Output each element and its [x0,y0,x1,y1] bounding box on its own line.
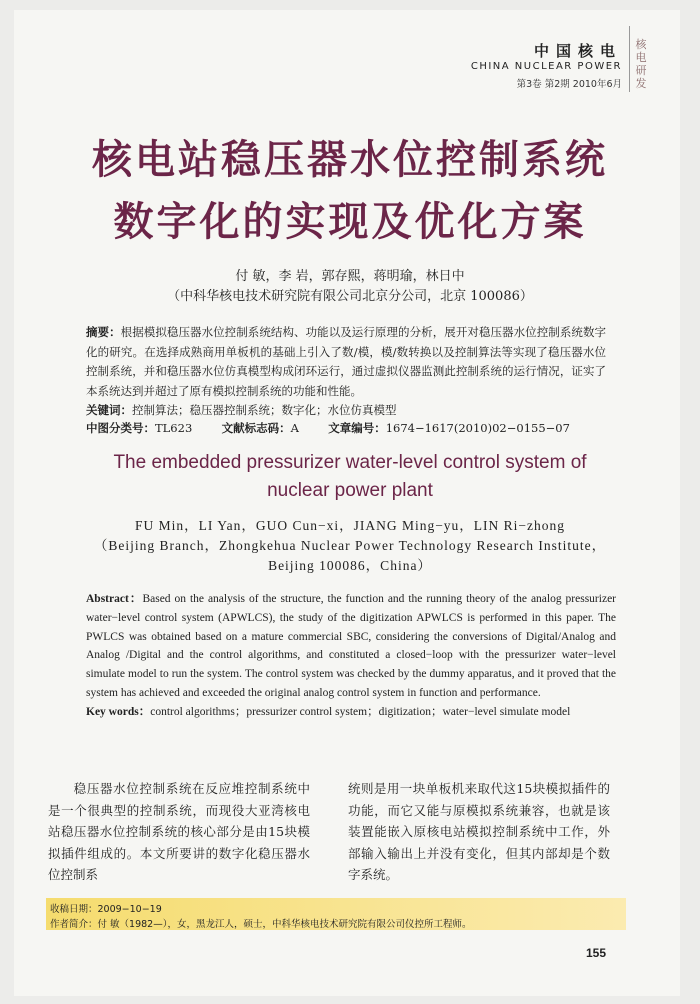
body-column-right: 统则是用一块单板机来取代这15块模拟插件的功能，而它又能与原模拟系统兼容，也就是该装置能嵌入原核电站模拟控制系统中工作，外部输入输出上并没有变化，但其内部却是个数字系统。 [348,781,610,882]
journal-volume: 第3卷 第2期 2010年6月 [516,79,622,90]
keywords-cn-text: 控制算法；稳压器控制系统；数字化；水位仿真模型 [132,403,397,417]
keywords-cn-label: 关键词： [86,403,132,417]
keywords-en-text: control algorithms；pressurizer control system；digitization；water−level simulate model [150,705,571,718]
doc-code-label: 文献标志码： [221,421,291,435]
body-column-left [48,778,310,886]
column-label: 核电研发 [635,38,647,90]
doc-code-value: A [290,421,299,435]
clc-label: 中图分类号： [86,421,155,435]
authors-cn: 付 敏，李 岩，郭存熙，蒋明瑜，林日中 [235,269,465,284]
author-bio: 作者简介：付 敏（1982—），女，黑龙江人，硕士，中科华核电技术研究院有限公司仪控所工程师。 [50,919,472,930]
journal-title-cn: 中国核电 [533,42,622,60]
journal-title-en: CHINA NUCLEAR POWER [470,61,622,72]
keywords-cn [86,402,397,418]
header-divider [629,26,630,92]
title-cn-line-1: 核电站稳压器水位控制系统 [92,137,608,183]
abstract-cn [86,323,606,401]
article-no-value: 1674−1617(2010)02−0155−07 [385,421,570,435]
classification-line [86,420,570,436]
article-no-label: 文章编号： [328,421,386,435]
received-date: 收稿日期：2009−10−19 [50,904,162,915]
affiliation-en-line-2: Beijing 100086，China） [268,558,432,573]
affiliation-cn: （中科华核电技术研究院有限公司北京分公司，北京 100086） [167,289,533,304]
title-en-line-2: nuclear power plant [267,480,433,501]
keywords-en-label: Key words： [86,705,151,718]
page-number: 155 [586,946,607,960]
abstract-cn-text: 根据模拟稳压器水位控制系统结构、功能以及运行原理的分析，展开对稳压器水位控制系统数字化的研究。在选择成熟商用单板机的基础上引入了数/模，模/数转换以及控制算法等实现了稳压器水位控制系统，并和稳压器水位仿真模型构成闭环运行，通过虚拟仪器监测此控制系统的运行情况，证实了本系统达到并超过了原有模拟控制系统的功能和性能。 [86,325,606,398]
title-cn-line-2: 数字化的实现及优化方案 [113,199,587,245]
abstract-en [86,590,616,722]
title-en-line-1: The embedded pressurizer water-level control system of [113,452,587,473]
body-left-text: 稳压器水位控制系统在反应堆控制系统中是一个很典型的控制系统，而现役大亚湾核电站稳压器水位控制系统的核心部分是由15块模拟插件组成的。本文所要讲的数字化稳压器水位控制系 [48,781,310,882]
affiliation-en-line-1: （Beijing Branch，Zhongkehua Nuclear Power Technology Research Institute， [93,538,607,553]
abstract-en-label: Abstract： [86,593,143,605]
authors-en: FU Min，LI Yan，GUO Cun−xi，JIANG Ming−yu，LIN Ri−zhong [134,518,566,533]
abstract-en-text: Based on the analysis of the structure, the function and the running theory of the analog pressurizer water−level control system (APWLCS), the study of the digitization APWLCS is performed in this paper. The PWLCS was obtained based on a mature commercial SBC, considering the conversions of Digital/Analog and Analog /Digital and the control algorithms, and constituted a closed−loop with the pressurizer water−level simulate model to run the system. The control system was checked by the dummy apparatus, and it proved that the system has achieved and exceeded the original analog control system in function and performance. [86,593,616,699]
abstract-cn-label: 摘要： [86,325,121,339]
clc-value: TL623 [155,421,193,435]
